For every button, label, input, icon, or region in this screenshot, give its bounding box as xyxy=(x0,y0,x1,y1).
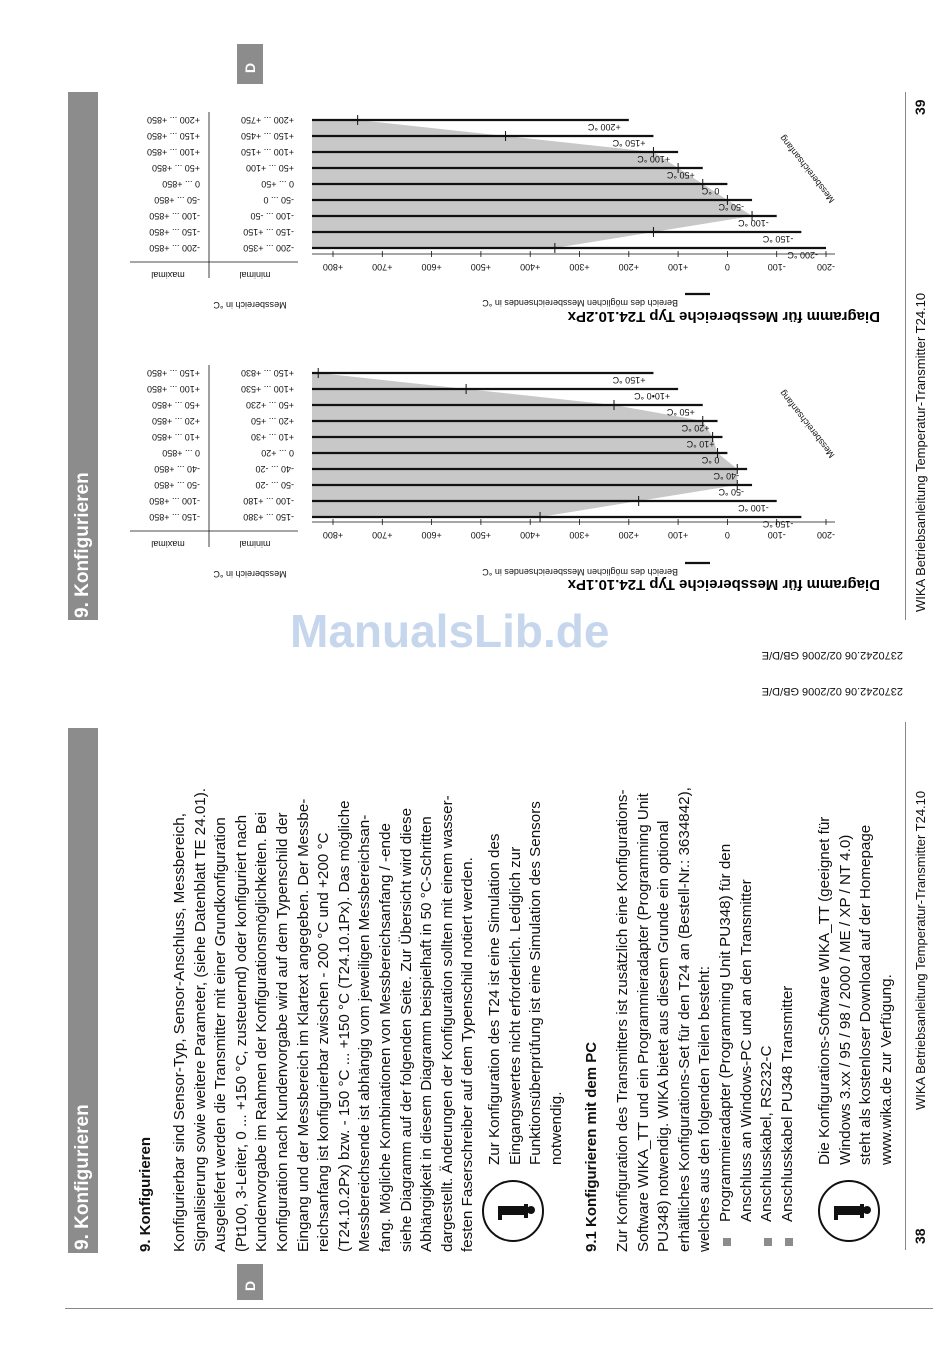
x-tick-label: +300 xyxy=(569,530,590,540)
x-axis-label: Messbereich in °C xyxy=(213,569,287,579)
category-label: 0 °C xyxy=(701,455,720,465)
paragraph-line: (T24.10.2Px) bzw. - 150 °C ... +150 °C (T24.10.1Px). Das mögliche xyxy=(335,800,353,1252)
chart-2 xyxy=(130,112,880,325)
info-icon xyxy=(818,1180,880,1242)
lang-tab-left xyxy=(237,1264,263,1300)
maximal-label: +150 ... +850 xyxy=(146,131,200,141)
minimal-label: 0 ... +50 xyxy=(261,179,294,189)
bullet-item-line: Anschluss an Windows-PC und an den Transmitter xyxy=(737,879,755,1222)
maximal-label: +50 ... +850 xyxy=(151,163,200,173)
category-label: +10 °C xyxy=(686,439,715,449)
paragraph-line: Konfiguration nach Kundenvorgabe wird auf dem Typenschild der xyxy=(273,812,291,1252)
minimal-label: +150 ... +830 xyxy=(240,368,294,378)
minimal-label: +10 ... +30 xyxy=(250,432,294,442)
watermark: ManualsLib.de xyxy=(290,605,610,657)
info-line: Funktionsüberprüfung ist eine Simulation des Sensors xyxy=(527,801,545,1165)
minimal-label: 0 ... +20 xyxy=(261,448,294,458)
x-tick-label: +100 xyxy=(667,530,689,540)
paragraph-line: welches aus den folgenden Teilen besteht: xyxy=(696,966,714,1252)
x-tick-label: +600 xyxy=(421,530,442,540)
paragraph-line: erhältliches Konfigurations-Set für den T24 an (Bestell-Nr.: 3634842), xyxy=(675,787,693,1252)
maximal-label: -100 ... +850 xyxy=(149,211,200,221)
paragraph-line: Eingang und der Messbereich im Klartext angegeben. Der Messbe- xyxy=(294,798,312,1252)
minimal-label: +100 ... +150 xyxy=(240,147,294,157)
x-tick-label: +700 xyxy=(372,530,393,540)
bullet-item-line: Anschlusskabel PU348 Transmitter xyxy=(778,985,796,1222)
maximal-label: +20 ... +850 xyxy=(151,416,200,426)
page-divider xyxy=(65,1308,933,1309)
bullet-list xyxy=(716,844,798,1222)
paragraph-line: reichsanfang ist konfigurierbar zwischen - 200 °C und +200 °C xyxy=(315,832,333,1252)
page-number-39: 39 xyxy=(912,99,928,115)
minimal-label: +50 ... +230 xyxy=(245,400,294,410)
info-line: Die Konfigurations-Software WIKA_TT (geeignet für xyxy=(816,816,833,1165)
category-label: +150 °C xyxy=(612,375,646,385)
maximal-label: -40 ... +850 xyxy=(154,464,200,474)
maximal-label: +100 ... +850 xyxy=(146,147,200,157)
maximal-label: +50 ... +850 xyxy=(151,400,200,410)
maximal-label: -100 ... +850 xyxy=(149,496,200,506)
minimal-label: +20 ... +50 xyxy=(250,416,294,426)
minimal-label: -100 ... -50 xyxy=(250,211,294,221)
paragraph-line: Messbereichsende ist abhängig vom jeweiligen Messbereichsan- xyxy=(356,814,374,1252)
footer-text-left: WIKA Betriebsanleitung Temperatur-Transmitter T24.10 xyxy=(913,790,928,1110)
info-icon-glyph xyxy=(820,1182,878,1240)
paragraph-line: Abhängigkeit in diesem Diagramm beispielhaft in 50 °C-Schritten xyxy=(418,816,436,1252)
info-icon xyxy=(482,1180,544,1242)
maximal-label: +10 ... +850 xyxy=(151,432,200,442)
category-label: -100 °C xyxy=(738,218,769,228)
paragraph-line: Ausgeliefert werden die Transmitter mit einer Grundkonfiguration xyxy=(212,817,230,1252)
col-minimal: minimal xyxy=(239,270,271,280)
minimal-label: -50 ... 0 xyxy=(263,195,294,205)
category-label: +150 °C xyxy=(612,138,646,148)
subheading-pc: 9.1 Konfigurieren mit dem PC xyxy=(583,1041,600,1252)
chart-1 xyxy=(130,365,880,593)
category-label: +10•0 °C xyxy=(634,391,671,401)
maximal-label: -50 ... +850 xyxy=(154,195,200,205)
maximal-label: -150 ... +850 xyxy=(149,227,200,237)
legend-label: Bereich des möglichen Messbereichsendes in °C xyxy=(482,567,678,577)
paragraph-line: festen Faserschreiber auf dem Typenschild notiert werden. xyxy=(459,857,477,1252)
category-label: -40 °C xyxy=(713,471,740,481)
intro-paragraph xyxy=(170,788,479,1252)
pc-paragraph xyxy=(613,787,716,1252)
minimal-label: -200 ... +350 xyxy=(243,243,294,253)
category-label: -100 °C xyxy=(738,503,769,513)
messbereich-charts xyxy=(0,0,950,660)
diag-label: Messbereichsanfang xyxy=(777,133,837,205)
col-maximal: maximal xyxy=(151,270,185,280)
x-axis-label: Messbereich in °C xyxy=(213,300,287,310)
maximal-label: +200 ... +850 xyxy=(146,115,200,125)
section-band-title-left: 9. Konfigurieren xyxy=(72,1104,93,1250)
maximal-label: 0 ... +850 xyxy=(162,448,200,458)
paragraph-line: dargestellt. Änderungen der Konfiguration sollten mit einem wasser- xyxy=(438,795,456,1252)
bullet-marker xyxy=(723,1238,731,1246)
category-label: -150 °C xyxy=(762,234,794,244)
category-label: -150 °C xyxy=(762,519,794,529)
x-tick-label: +400 xyxy=(520,262,541,272)
paragraph-line: fang. Mögliche Kombinationen von Messbereichsanfang / -ende xyxy=(376,823,394,1252)
paragraph-line: Kundenvorgabe im Rahmen der Konfigurationsmöglichkeiten. Bei xyxy=(253,812,271,1252)
minimal-label: +50 ... +100 xyxy=(245,163,294,173)
maximal-label: -200 ... +850 xyxy=(149,243,200,253)
bullet-item-line: Anschlusskabel, RS232-C xyxy=(758,1045,776,1222)
x-tick-label: 0 xyxy=(724,530,730,540)
minimal-label: +100 ... +530 xyxy=(240,384,294,394)
x-tick-label: -100 xyxy=(767,262,786,272)
x-tick-label: +500 xyxy=(470,530,492,540)
category-label: +50 °C xyxy=(666,170,695,180)
minimal-label: -100 ... +180 xyxy=(243,496,294,506)
category-label: -50 °C xyxy=(718,202,745,212)
x-tick-label: -200 xyxy=(816,262,836,272)
x-tick-label: +200 xyxy=(618,530,639,540)
x-tick-label: +600 xyxy=(421,262,442,272)
category-label: -50 °C xyxy=(718,487,745,497)
info2-text xyxy=(815,817,897,1165)
bullet-marker xyxy=(785,1238,793,1246)
maximal-label: -150 ... +850 xyxy=(149,512,200,522)
minimal-label: -150 ... +150 xyxy=(243,227,294,237)
heading-konfigurieren: 9. Konfigurieren xyxy=(137,1136,154,1252)
category-label: +20 °C xyxy=(681,423,710,433)
paragraph-line: Zur Konfiguration des Transmitters ist zusätzlich eine Konfigurations- xyxy=(614,789,631,1252)
page-number-38: 38 xyxy=(912,1228,928,1244)
paragraph-line: Software WIKA_TT und ein Programmieradapter (Programming Unit xyxy=(634,793,652,1252)
x-tick-label: +300 xyxy=(569,262,590,272)
maximal-label: 0 ... +850 xyxy=(162,179,200,189)
x-tick-label: +500 xyxy=(470,262,492,272)
chart-title: Diagramm für Messbereiche Typ T24.10.1Px xyxy=(567,576,880,593)
info-line: www.wika.de zur Verfügung. xyxy=(877,974,895,1165)
x-tick-label: +800 xyxy=(322,530,344,540)
doc-code-right: 2370242.06 02/2006 GB/D/E xyxy=(761,649,903,661)
legend-label: Bereich des möglichen Messbereichsendes in °C xyxy=(482,298,678,308)
section-band-title-right: 9. Konfigurieren xyxy=(72,472,93,618)
category-label: +50 °C xyxy=(666,407,695,417)
footer-text-right: WIKA Betriebsanleitung Temperatur-Transmitter T24.10 xyxy=(913,292,928,612)
paragraph-line: (Pt100, 3-Leiter, 0 ... +150 °C, zusteuernd) oder konfiguriert nach xyxy=(232,814,250,1252)
category-label: +100 °C xyxy=(637,154,671,164)
chart-title: Diagramm für Messbereiche Typ T24.10.2Px xyxy=(567,308,880,325)
x-tick-label: -200 xyxy=(816,530,836,540)
footer-rule-left xyxy=(905,722,906,1250)
possible-range-area xyxy=(312,373,740,517)
info-line: Eingangswertes nicht erforderlich. Lediglich zur xyxy=(506,846,524,1165)
x-tick-label: -100 xyxy=(767,530,786,540)
maximal-label: -50 ... +850 xyxy=(154,480,200,490)
paragraph-line: Signalisierung sowie weitere Parameter, (siehe Datenblatt TE 24.01). xyxy=(191,787,209,1252)
minimal-label: +200 ... +750 xyxy=(240,115,294,125)
info-line: notwendig. xyxy=(547,1091,565,1165)
info1-text xyxy=(485,801,567,1165)
lang-tab-right-label: D xyxy=(242,62,258,73)
info-line: Zur Konfiguration des T24 ist eine Simulation des xyxy=(486,833,503,1165)
category-label: -200 °C xyxy=(787,250,818,260)
maximal-label: +100 ... +850 xyxy=(146,384,200,394)
paragraph-line: siehe Diagramm auf der folgenden Seite. Zur Übersicht wird diese xyxy=(397,807,415,1252)
info-line: steht als kostenloser Download auf der Homepage xyxy=(857,824,875,1165)
bullet-item-line: Programmieradapter (Programming Unit PU348) für den xyxy=(717,843,734,1222)
paragraph-line: PU348) notwendig. WIKA bietet aus diesem Grunde ein optional xyxy=(655,820,673,1252)
col-minimal: minimal xyxy=(239,539,271,549)
category-label: 0 °C xyxy=(701,186,720,196)
paragraph-line: Konfigurierbar sind Sensor-Typ, Sensor-Anschluss, Messbereich, xyxy=(171,813,188,1252)
maximal-label: +150 ... +850 xyxy=(146,368,200,378)
col-maximal: maximal xyxy=(151,539,185,549)
lang-tab-left-label: D xyxy=(242,1280,258,1291)
info-icon-glyph xyxy=(484,1182,542,1240)
minimal-label: +150 ... +450 xyxy=(240,131,294,141)
doc-code-left: 2370242.06 02/2006 GB/D/E xyxy=(761,685,903,697)
x-tick-label: +100 xyxy=(667,262,689,272)
category-label: +200 °C xyxy=(587,122,621,132)
x-tick-label: +800 xyxy=(322,262,344,272)
bullet-marker xyxy=(764,1238,772,1246)
x-tick-label: +200 xyxy=(618,262,639,272)
minimal-label: -40 ... -20 xyxy=(255,464,294,474)
info-line: Windows 3.xx / 95 / 98 / 2000 / ME / XP / NT 4.0) xyxy=(836,834,854,1165)
minimal-label: -150 ... +380 xyxy=(243,512,294,522)
diag-label: Messbereichsanfang xyxy=(777,388,837,460)
x-tick-label: +700 xyxy=(372,262,393,272)
x-tick-label: 0 xyxy=(724,262,730,272)
x-tick-label: +400 xyxy=(520,530,541,540)
minimal-label: -50 ... -20 xyxy=(255,480,294,490)
